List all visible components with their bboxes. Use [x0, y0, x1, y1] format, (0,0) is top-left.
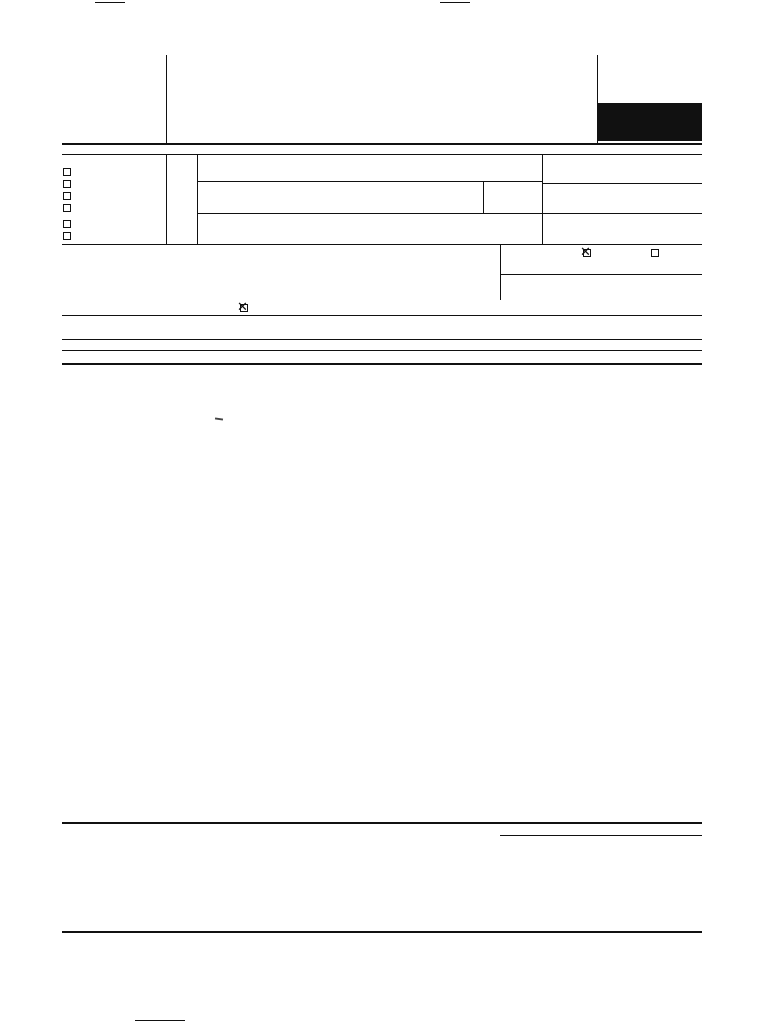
checkbox-name-change[interactable]: [63, 180, 71, 188]
501c-checkmark-icon: ✕: [237, 299, 248, 314]
checkbox-address-change[interactable]: [63, 168, 71, 176]
checkbox-application-pending[interactable]: [63, 232, 71, 240]
scan-artifact: [95, 2, 125, 3]
accrual-checkbox[interactable]: [651, 249, 659, 257]
cash-checkmark-icon: ✕: [580, 244, 591, 259]
checkbox-terminated[interactable]: [63, 204, 71, 212]
scan-artifact: [440, 2, 470, 3]
checkbox-amended-return[interactable]: [63, 220, 71, 228]
checkbox-initial-return[interactable]: [63, 192, 71, 200]
open-public-box: [598, 103, 702, 141]
received-stamp: [215, 417, 223, 420]
scan-artifact: [135, 1020, 185, 1021]
